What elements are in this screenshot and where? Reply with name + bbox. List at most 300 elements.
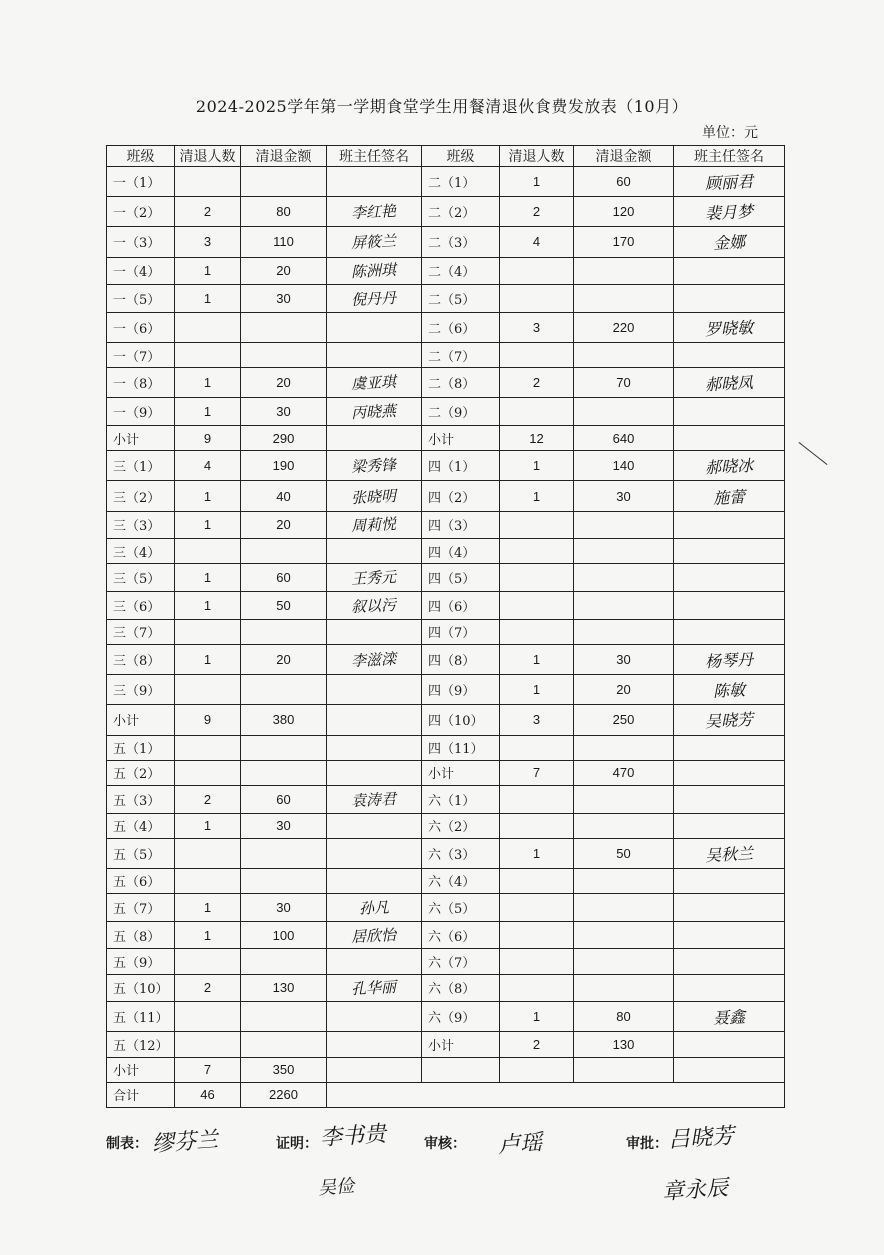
class-cell: 四（1） [422,451,500,481]
table-row [107,1002,785,1032]
col-header-signature: 班主任签名 [327,146,422,167]
class-cell: 五（5） [107,838,175,868]
class-cell: 小计 [422,760,500,785]
signature-cell [327,921,422,949]
amount-cell: 110 [241,227,327,257]
handwritten-signature: 梁秀锋 [351,456,397,477]
signature-cell [327,705,422,735]
signature-cell [674,227,785,257]
proof-signature-2: 吴俭 [317,1175,355,1200]
signature-cell [674,838,785,868]
signature-cell [674,619,785,644]
signature-cell [327,760,422,785]
signature-cell [327,539,422,564]
class-cell: 六（9） [422,1002,500,1032]
signature-cell [674,675,785,705]
class-cell: 六（6） [422,921,500,949]
count-cell [175,343,241,368]
amount-cell: 30 [574,481,674,511]
signature-cell [674,785,785,813]
table-row [107,1057,785,1082]
signature-cell [674,539,785,564]
class-cell: 小计 [107,705,175,735]
table-row [107,564,785,592]
signature-cell [327,343,422,368]
count-cell [500,511,574,539]
class-cell: 三（3） [107,511,175,539]
count-cell: 9 [175,426,241,451]
amount-cell [574,813,674,838]
class-cell: 六（1） [422,785,500,813]
class-cell: 三（1） [107,451,175,481]
count-cell [175,312,241,342]
count-cell: 2 [500,368,574,398]
count-cell: 7 [500,760,574,785]
signature-cell [327,868,422,893]
amount-cell: 70 [574,368,674,398]
signature-cell [327,1057,422,1082]
class-cell: 三（9） [107,675,175,705]
signature-cell [327,644,422,674]
amount-cell [574,398,674,426]
amount-cell [241,1002,327,1032]
handwritten-signature: 郝晓冰 [704,456,754,478]
amount-cell [574,894,674,922]
count-cell [175,1032,241,1057]
signature-cell [674,1002,785,1032]
count-cell: 2 [175,974,241,1002]
handwritten-signature: 罗晓敏 [704,317,754,340]
amount-cell [241,868,327,893]
count-cell [175,539,241,564]
class-cell: 小计 [107,1057,175,1082]
amount-cell: 60 [241,785,327,813]
approve-signature: 吕晓芳 [667,1123,735,1154]
amount-cell: 30 [241,285,327,313]
handwritten-signature: 裴月梦 [704,202,754,224]
amount-cell [574,592,674,620]
table-row [107,227,785,257]
amount-cell [241,760,327,785]
count-cell [500,813,574,838]
class-cell: 一（1） [107,167,175,197]
amount-cell [574,868,674,893]
count-cell: 1 [500,167,574,197]
class-cell: 四（4） [422,539,500,564]
table-row [107,1082,785,1107]
table-row [107,343,785,368]
col-header-class: 班级 [107,146,175,167]
amount-cell: 170 [574,227,674,257]
class-cell: 五（3） [107,785,175,813]
signature-cell [327,838,422,868]
signature-cell [327,167,422,197]
amount-cell [241,343,327,368]
handwritten-signature: 施蕾 [712,486,746,508]
count-cell: 1 [175,894,241,922]
amount-cell: 380 [241,705,327,735]
amount-cell: 20 [241,368,327,398]
count-cell: 1 [175,257,241,285]
review-label: 审核： [424,1136,466,1152]
amount-cell [241,735,327,760]
signature-cell [674,813,785,838]
count-cell: 1 [175,921,241,949]
amount-cell [241,619,327,644]
table-row [107,760,785,785]
amount-cell: 130 [574,1032,674,1057]
class-cell: 小计 [107,426,175,451]
maker-signature: 缪芬兰 [151,1127,219,1158]
table-row [107,1032,785,1057]
footer [0,1121,884,1225]
signature-cell [674,481,785,511]
signature-cell [674,398,785,426]
count-cell: 2 [175,197,241,227]
table-row [107,451,785,481]
signature-cell [327,1082,785,1107]
signature-cell [674,644,785,674]
count-cell [175,949,241,974]
class-cell: 五（7） [107,894,175,922]
signature-cell [327,257,422,285]
table-row [107,511,785,539]
signature-cell [327,481,422,511]
amount-cell [241,539,327,564]
amount-cell [241,949,327,974]
signature-cell [327,619,422,644]
signature-cell [674,564,785,592]
amount-cell: 40 [241,481,327,511]
signature-cell [327,592,422,620]
amount-cell: 290 [241,426,327,451]
col-header-signature: 班主任签名 [674,146,785,167]
count-cell: 3 [500,312,574,342]
class-cell: 五（9） [107,949,175,974]
class-cell: 五（4） [107,813,175,838]
class-cell: 四（3） [422,511,500,539]
class-cell: 二（9） [422,398,500,426]
signature-cell [327,785,422,813]
class-cell: 一（5） [107,285,175,313]
signature-cell [327,426,422,451]
count-cell [175,619,241,644]
amount-cell: 2260 [241,1082,327,1107]
count-cell: 1 [175,511,241,539]
signature-cell [674,197,785,227]
count-cell: 4 [175,451,241,481]
amount-cell: 20 [574,675,674,705]
count-cell: 1 [175,368,241,398]
amount-cell: 80 [241,197,327,227]
signature-cell [674,451,785,481]
handwritten-signature: 陈敏 [712,680,746,702]
table-row [107,705,785,735]
amount-cell: 30 [241,398,327,426]
class-cell: 五（1） [107,735,175,760]
class-cell: 四（10） [422,705,500,735]
handwritten-signature: 王秀元 [351,568,397,589]
amount-cell [241,675,327,705]
amount-cell: 470 [574,760,674,785]
count-cell [500,592,574,620]
count-cell [500,343,574,368]
count-cell: 1 [500,481,574,511]
class-cell: 一（4） [107,257,175,285]
table-row [107,949,785,974]
count-cell: 1 [175,398,241,426]
count-cell: 1 [500,838,574,868]
class-cell: 小计 [422,426,500,451]
class-cell: 四（6） [422,592,500,620]
class-cell: 四（11） [422,735,500,760]
count-cell: 3 [500,705,574,735]
count-cell: 1 [175,813,241,838]
amount-cell: 50 [241,592,327,620]
amount-cell [574,343,674,368]
handwritten-signature: 孙凡 [358,898,390,918]
class-cell: 五（12） [107,1032,175,1057]
count-cell [500,619,574,644]
table-row [107,312,785,342]
count-cell: 1 [500,644,574,674]
count-cell [500,949,574,974]
handwritten-signature: 吴秋兰 [704,843,754,866]
amount-cell: 220 [574,312,674,342]
handwritten-signature: 叙以污 [351,595,397,617]
class-cell: 二（6） [422,312,500,342]
amount-cell: 30 [241,894,327,922]
count-cell [175,838,241,868]
amount-cell [574,511,674,539]
amount-cell: 130 [241,974,327,1002]
class-cell: 三（2） [107,481,175,511]
handwritten-signature: 屏筱兰 [351,232,397,253]
count-cell [500,921,574,949]
table-row [107,539,785,564]
amount-cell: 80 [574,1002,674,1032]
amount-cell [574,619,674,644]
signature-cell [327,949,422,974]
count-cell [500,894,574,922]
class-cell: 五（6） [107,868,175,893]
handwritten-signature: 虞亚琪 [351,373,397,394]
signature-cell [674,343,785,368]
amount-cell: 30 [241,813,327,838]
table-row [107,868,785,893]
amount-cell: 20 [241,644,327,674]
count-cell [500,539,574,564]
table-row [107,813,785,838]
unit-label: 单位：元 [702,125,758,141]
amount-cell [241,167,327,197]
signature-cell [327,974,422,1002]
count-cell: 1 [175,592,241,620]
count-cell: 2 [500,197,574,227]
handwritten-signature: 孔华丽 [351,978,397,999]
handwritten-signature: 袁涛君 [351,789,397,810]
count-cell [175,735,241,760]
signature-cell [327,1002,422,1032]
signature-cell [674,735,785,760]
count-cell [500,974,574,1002]
count-cell: 9 [175,705,241,735]
signature-cell [674,426,785,451]
count-cell: 1 [175,481,241,511]
signature-cell [327,675,422,705]
class-cell: 二（3） [422,227,500,257]
amount-cell: 190 [241,451,327,481]
table-row [107,735,785,760]
table-row [107,481,785,511]
count-cell: 46 [175,1082,241,1107]
signature-cell [327,312,422,342]
amount-cell: 640 [574,426,674,451]
amount-cell [574,785,674,813]
count-cell [500,868,574,893]
table-row [107,592,785,620]
amount-cell [574,735,674,760]
amount-cell: 100 [241,921,327,949]
count-cell [175,1002,241,1032]
table-row [107,426,785,451]
count-cell: 4 [500,227,574,257]
handwritten-signature: 聂鑫 [712,1007,746,1029]
amount-cell: 350 [241,1057,327,1082]
table-row [107,167,785,197]
class-cell: 六（5） [422,894,500,922]
table-row [107,644,785,674]
class-cell: 二（2） [422,197,500,227]
class-cell: 五（2） [107,760,175,785]
maker-label: 制表： [106,1136,148,1152]
table-row [107,785,785,813]
count-cell [500,785,574,813]
amount-cell [241,312,327,342]
amount-cell [241,1032,327,1057]
count-cell: 1 [175,564,241,592]
class-cell: 六（2） [422,813,500,838]
class-cell: 二（1） [422,167,500,197]
class-cell: 四（5） [422,564,500,592]
class-cell: 四（9） [422,675,500,705]
signature-cell [327,1032,422,1057]
signature-cell [674,368,785,398]
signature-cell [674,868,785,893]
class-cell: 五（8） [107,921,175,949]
class-cell: 四（7） [422,619,500,644]
handwritten-signature: 李红艳 [351,202,397,223]
count-cell: 7 [175,1057,241,1082]
count-cell: 1 [500,1002,574,1032]
signature-cell [674,1057,785,1082]
table-row [107,285,785,313]
signature-cell [674,921,785,949]
amount-cell [574,564,674,592]
amount-cell: 50 [574,838,674,868]
signature-cell [327,368,422,398]
amount-cell [241,838,327,868]
class-cell: 三（6） [107,592,175,620]
signature-cell [674,1032,785,1057]
signature-cell [674,285,785,313]
signature-cell [327,735,422,760]
count-cell: 1 [500,451,574,481]
col-header-count: 清退人数 [500,146,574,167]
approve-signature-2: 章永辰 [661,1175,729,1206]
col-header-amount: 清退金额 [574,146,674,167]
count-cell: 12 [500,426,574,451]
amount-cell: 250 [574,705,674,735]
amount-cell: 30 [574,644,674,674]
table-row [107,257,785,285]
signature-cell [327,813,422,838]
class-cell: 六（3） [422,838,500,868]
amount-cell [574,921,674,949]
signature-cell [327,285,422,313]
amount-cell: 120 [574,197,674,227]
signature-cell [327,894,422,922]
count-cell [175,868,241,893]
class-cell: 小计 [422,1032,500,1057]
count-cell [500,285,574,313]
handwritten-signature: 丙晓燕 [351,402,397,423]
class-cell: 一（8） [107,368,175,398]
amount-cell: 20 [241,257,327,285]
signature-cell [327,227,422,257]
table-row [107,921,785,949]
handwritten-signature: 倪丹丹 [351,288,397,310]
signature-cell [674,312,785,342]
class-cell: 三（8） [107,644,175,674]
count-cell [500,1057,574,1082]
table-row [107,974,785,1002]
handwritten-signature: 周莉悦 [351,515,397,536]
table-row [107,368,785,398]
count-cell [175,675,241,705]
class-cell: 四（2） [422,481,500,511]
class-cell: 四（8） [422,644,500,674]
signature-cell [674,167,785,197]
amount-cell: 20 [241,511,327,539]
amount-cell [574,949,674,974]
table-row [107,619,785,644]
table-row [107,398,785,426]
count-cell: 3 [175,227,241,257]
class-cell: 六（4） [422,868,500,893]
refund-table [106,145,785,1108]
class-cell: 五（11） [107,1002,175,1032]
amount-cell [574,285,674,313]
signature-cell [327,451,422,481]
count-cell [500,398,574,426]
signature-cell [674,949,785,974]
class-cell: 六（8） [422,974,500,1002]
class-cell: 五（10） [107,974,175,1002]
col-header-count: 清退人数 [175,146,241,167]
signature-cell [674,760,785,785]
amount-cell: 140 [574,451,674,481]
count-cell [500,564,574,592]
handwritten-signature: 郝晓凤 [704,373,754,395]
table-row [107,675,785,705]
table-row [107,197,785,227]
count-cell [500,257,574,285]
handwritten-signature: 吴晓芳 [704,710,754,732]
signature-cell [674,894,785,922]
signature-cell [674,257,785,285]
class-cell: 合计 [107,1082,175,1107]
